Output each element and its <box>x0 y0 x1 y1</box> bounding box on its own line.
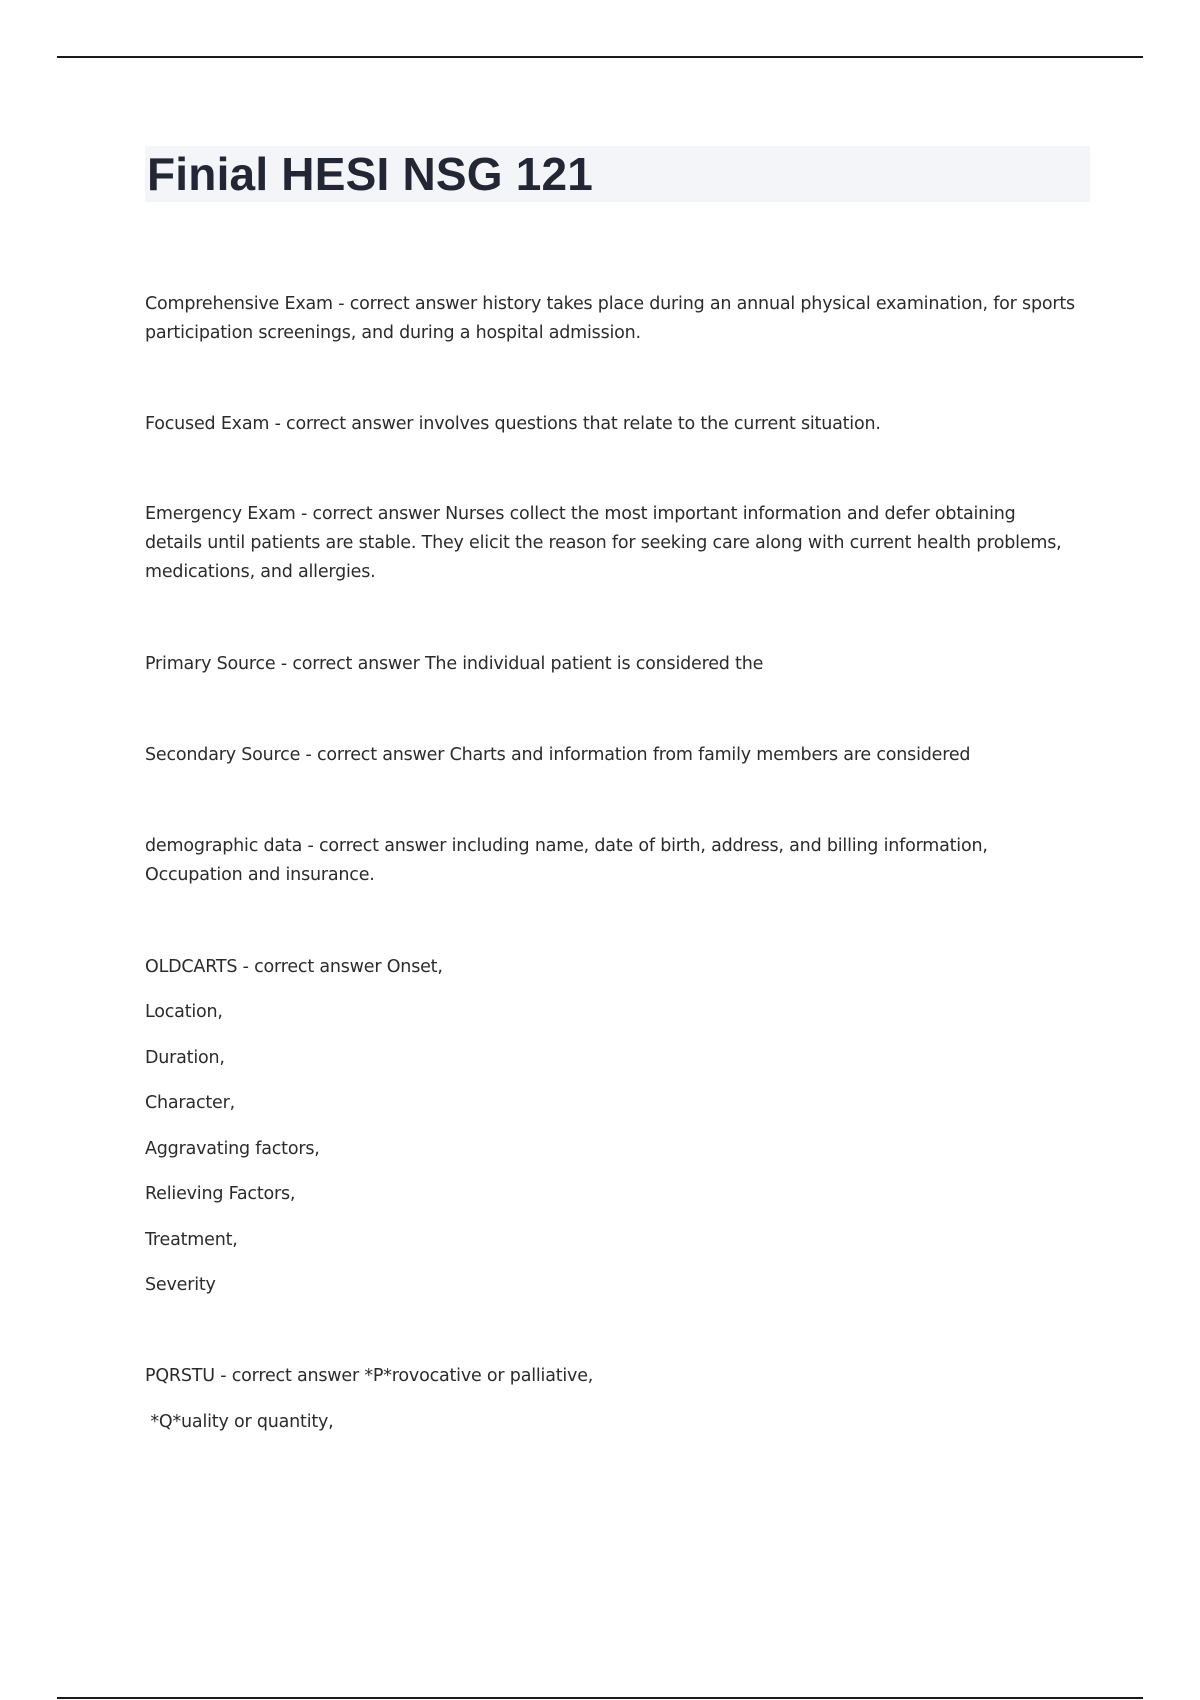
document-title: Finial HESI NSG 121 <box>147 148 594 200</box>
oldcarts-line: Severity <box>145 1275 216 1295</box>
entry-emergency-exam: Emergency Exam - correct answer Nurses collect the most important information and defer obtaining details until patients are stable. They elicit the reason for seeking care along with current health problems, medications, and allergies. <box>145 504 1062 582</box>
entry-demographic-data: demographic data - correct answer including name, date of birth, address, and billing information, Occupation and insurance. <box>145 836 988 885</box>
entry-secondary-source: Secondary Source - correct answer Charts and information from family members are considered <box>145 745 971 765</box>
entry-comprehensive-exam: Comprehensive Exam - correct answer history takes place during an annual physical examination, for sports participation screenings, and during a hospital admission. <box>145 294 1075 343</box>
oldcarts-line: Location, <box>145 1002 223 1022</box>
oldcarts-line: Character, <box>145 1093 235 1113</box>
footer-rule <box>57 1697 1143 1699</box>
entry-focused-exam: Focused Exam - correct answer involves questions that relate to the current situation. <box>145 414 881 434</box>
oldcarts-line: Duration, <box>145 1048 225 1068</box>
pqrstu-line: *Q*uality or quantity, <box>145 1412 334 1432</box>
oldcarts-line: Aggravating factors, <box>145 1139 320 1159</box>
entry-primary-source: Primary Source - correct answer The individual patient is considered the <box>145 654 764 674</box>
oldcarts-line: OLDCARTS - correct answer Onset, <box>145 957 443 977</box>
pqrstu-line: PQRSTU - correct answer *P*rovocative or palliative, <box>145 1366 594 1386</box>
header-rule <box>57 56 1143 58</box>
oldcarts-line: Treatment, <box>145 1230 238 1250</box>
oldcarts-line: Relieving Factors, <box>145 1184 296 1204</box>
